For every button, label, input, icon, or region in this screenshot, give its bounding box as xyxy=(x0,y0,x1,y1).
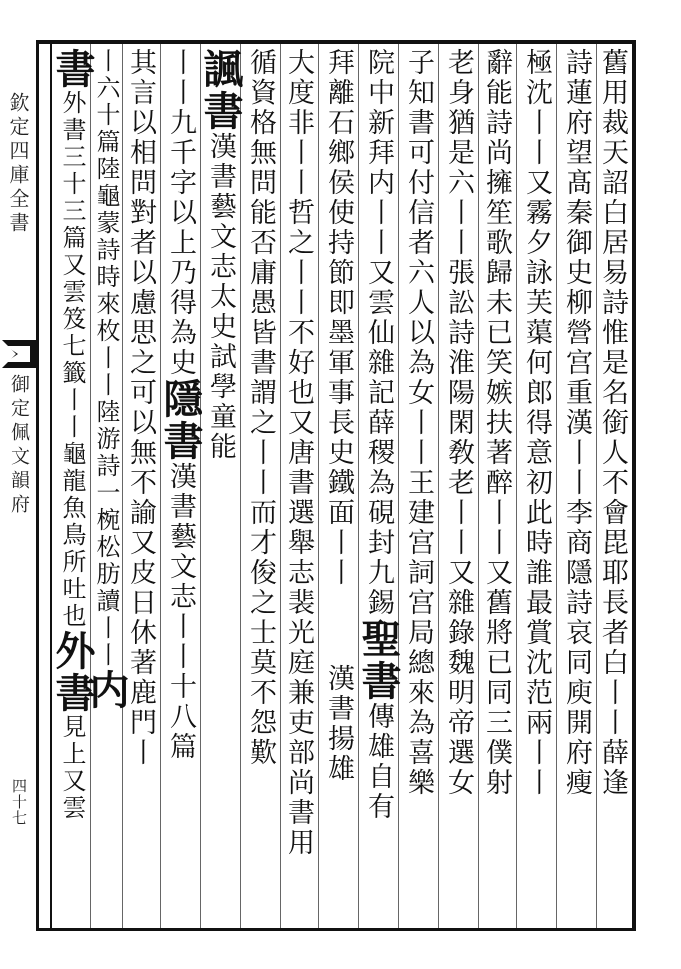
frame-left-outer-border xyxy=(36,40,39,931)
column-text: 漢書藝文志丨丨十八篇 xyxy=(165,462,196,762)
margin-page-number: 四十七 xyxy=(10,778,28,826)
text-column xyxy=(558,48,596,924)
column-text: 丨丨九千字以上乃得為史 xyxy=(165,48,196,378)
frame-left-inner-border xyxy=(50,40,52,931)
text-column xyxy=(400,48,438,924)
column-text: 辭能詩尚擁笙歌歸未已笑嫉扶著醉丨丨又舊將已同三僕射 xyxy=(481,48,512,798)
column-text: 漢書藝文志太史試學童能 xyxy=(205,132,236,462)
margin-book-title: 御定佩文韻府 xyxy=(8,374,30,518)
column-text: 大度非丨丨哲之丨丨不好也又唐書選舉志裴光庭兼吏部尚書用 xyxy=(283,48,314,858)
column-text: 丨六十篇陸龜蒙詩時來枚丨丨陸游詩一椀松肪讀丨丨 xyxy=(92,48,120,669)
entry-headword: 聖書 xyxy=(355,618,402,702)
entry-headword: 隱書 xyxy=(157,378,204,462)
frame-bottom-border xyxy=(36,928,636,931)
margin-collection-title: 欽定四庫全書 xyxy=(6,92,30,236)
text-column xyxy=(320,48,358,924)
text-column xyxy=(518,48,556,924)
column-text: 老身猶是六丨丨張訟詩淮陽閑敎老丨丨又雜錄魏明帝選女 xyxy=(443,48,474,798)
column-text: 見上又雲 xyxy=(58,714,86,822)
entry-headword: 諷書 xyxy=(197,48,244,132)
entry-headword: 内 xyxy=(83,669,130,711)
column-text: 院中新拜内丨丨又雲仙雜記薛稷為硯封九錫 xyxy=(363,48,394,618)
column-text: 傳雄自有 xyxy=(363,702,394,822)
text-column xyxy=(440,48,478,924)
column-text: 舊用裁天詔白居易詩惟是名銜人不會毘耶長者白丨丨薛逢 xyxy=(597,48,628,798)
text-column xyxy=(124,48,160,924)
column-text: 詩蓮府望髙秦御史柳營宫重漢丨丨李商隱詩哀同庾開府瘦 xyxy=(561,48,592,798)
column-text: 循資格無問能否庸愚皆書謂之丨丨而才俊之士莫不怨歎 xyxy=(245,48,276,768)
text-column xyxy=(49,48,96,924)
text-column xyxy=(197,48,244,924)
text-column xyxy=(355,48,402,924)
text-column xyxy=(83,48,130,924)
fishtail-ornament-icon xyxy=(2,336,36,372)
column-text: 外書三十三篇又雲笈七籤丨丨龜龍魚鳥所吐也 xyxy=(58,90,86,630)
text-column xyxy=(480,48,516,924)
entry-headword: 外書 xyxy=(49,630,96,714)
text-column xyxy=(242,48,280,924)
column-text: 其言以相問對者以慮思之可以無不諭又皮日休著鹿門丨 xyxy=(125,48,156,768)
column-text: 拜離石鄉侯使持節即墨軍事長史鐵面丨丨 xyxy=(323,48,354,588)
text-column xyxy=(598,48,632,924)
text-column xyxy=(157,48,204,924)
column-text: 子知書可付信者六人以為女丨丨王建宫詞宫局總來為喜樂 xyxy=(403,48,434,798)
entry-headword: 書 xyxy=(49,48,96,90)
column-text: 漢書揚雄 xyxy=(323,664,354,784)
column-text: 極沈丨丨又霧夕詠芙蕖何郎得意初此時誰最賞沈范兩丨丨 xyxy=(521,48,552,798)
margin-strip xyxy=(0,44,36,928)
text-column xyxy=(282,48,318,924)
frame-top-border xyxy=(36,40,636,44)
frame-right-border xyxy=(632,40,636,931)
